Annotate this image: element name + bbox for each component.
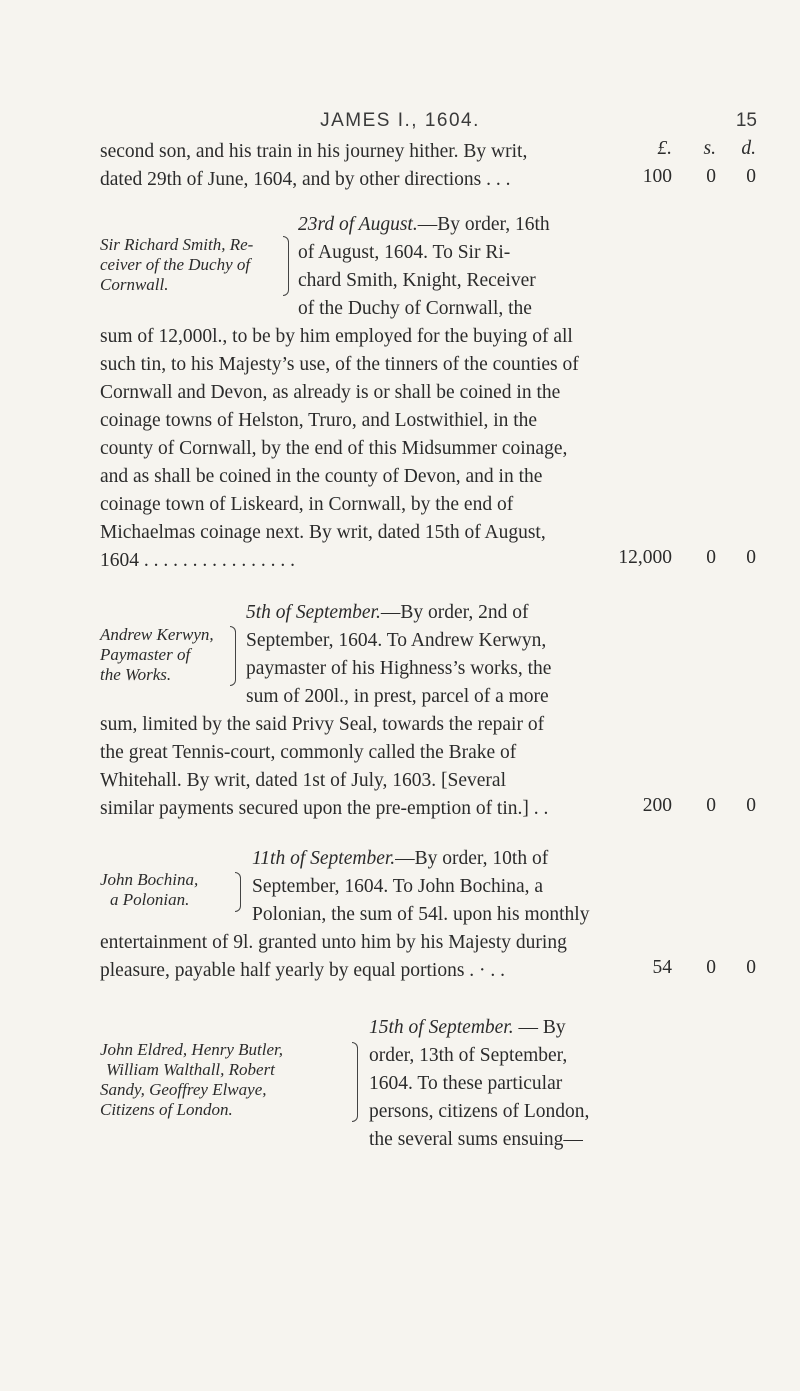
entry-line: similar payments secured upon the pre-emption of tin.] . .: [100, 798, 549, 819]
amount: 100 0 0: [642, 166, 756, 187]
entry-line: Whitehall. By writ, dated 1st of July, 1603. [Several: [100, 770, 506, 791]
entry-line: order, 13th of September,: [369, 1045, 568, 1066]
entry-line: 5th of September.—By order, 2nd of: [246, 602, 529, 623]
entry-line: 1604 . . . . . . . . . . . . . . . .: [100, 550, 295, 571]
entry-line: sum of 200l., in prest, parcel of a more: [246, 686, 549, 707]
side-note: John Bochina, a Polonian.: [100, 870, 199, 909]
pounds-header: £.: [657, 138, 672, 159]
entry-line: the several sums ensuing—: [369, 1129, 583, 1150]
entry-line: 15th of September. — By: [369, 1017, 566, 1038]
entry-line: coinage town of Liskeard, in Cornwall, by the end of: [100, 494, 514, 515]
entry-line: 23rd of August.—By order, 16th: [298, 214, 550, 235]
brace: [235, 872, 241, 912]
entry-line: sum of 12,000l., to be by him employed for the buying of all: [100, 326, 573, 347]
amount: 200 0 0: [642, 795, 756, 816]
entry-line: Polonian, the sum of 54l. upon his monthly: [252, 904, 590, 925]
entry-line: the great Tennis-court, commonly called the Brake of: [100, 742, 517, 763]
entry-line: county of Cornwall, by the end of this Midsummer coinage,: [100, 438, 568, 459]
entry-line: dated 29th of June, 1604, and by other directions . . .: [100, 169, 511, 190]
pence-header: d.: [741, 138, 756, 159]
side-note: Andrew Kerwyn, Paymaster of the Works.: [100, 625, 214, 684]
shillings-header: s.: [703, 138, 716, 159]
side-note: John Eldred, Henry Butler, William Walthall, Robert Sandy, Geoffrey Elwaye, Citizens of London.: [100, 1040, 284, 1119]
entry-line: and as shall be coined in the county of Devon, and in the: [100, 466, 543, 487]
entry-line: entertainment of 9l. granted unto him by his Majesty during: [100, 932, 567, 953]
entry-line: Cornwall and Devon, as already is or shall be coined in the: [100, 382, 561, 403]
amount: 12,000 0 0: [618, 547, 756, 568]
entry-line: September, 1604. To John Bochina, a: [252, 876, 544, 897]
entry-line: paymaster of his Highness’s works, the: [246, 658, 552, 679]
entry-line: 11th of September.—By order, 10th of: [252, 848, 549, 869]
money-column-header: [600, 138, 756, 160]
entry-line: 1604. To these particular: [369, 1073, 563, 1094]
entry-line: chard Smith, Knight, Receiver: [298, 270, 536, 291]
entry-line: of August, 1604. To Sir Ri-: [298, 242, 511, 263]
entry-line: second son, and his train in his journey hither. By writ,: [100, 141, 528, 162]
entry-line: of the Duchy of Cornwall, the: [298, 298, 532, 319]
brace: [230, 626, 236, 686]
entry-line: pleasure, payable half yearly by equal portions . · . .: [100, 960, 506, 981]
brace: [283, 236, 289, 296]
brace: [352, 1042, 358, 1122]
amount: 54 0 0: [652, 957, 756, 978]
side-note: Sir Richard Smith, Re- ceiver of the Duchy of Cornwall.: [100, 235, 254, 294]
entry-line: persons, citizens of London,: [369, 1101, 590, 1122]
entry-line: such tin, to his Majesty’s use, of the tinners of the counties of: [100, 354, 579, 375]
entry-line: Michaelmas coinage next. By writ, dated 15th of August,: [100, 522, 546, 543]
entry-line: September, 1604. To Andrew Kerwyn,: [246, 630, 547, 651]
entry-line: sum, limited by the said Privy Seal, towards the repair of: [100, 714, 545, 735]
entry-line: coinage towns of Helston, Truro, and Lostwithiel, in the: [100, 410, 538, 431]
page-number: 15: [735, 110, 757, 131]
running-head: JAMES I., 1604.: [320, 110, 480, 131]
